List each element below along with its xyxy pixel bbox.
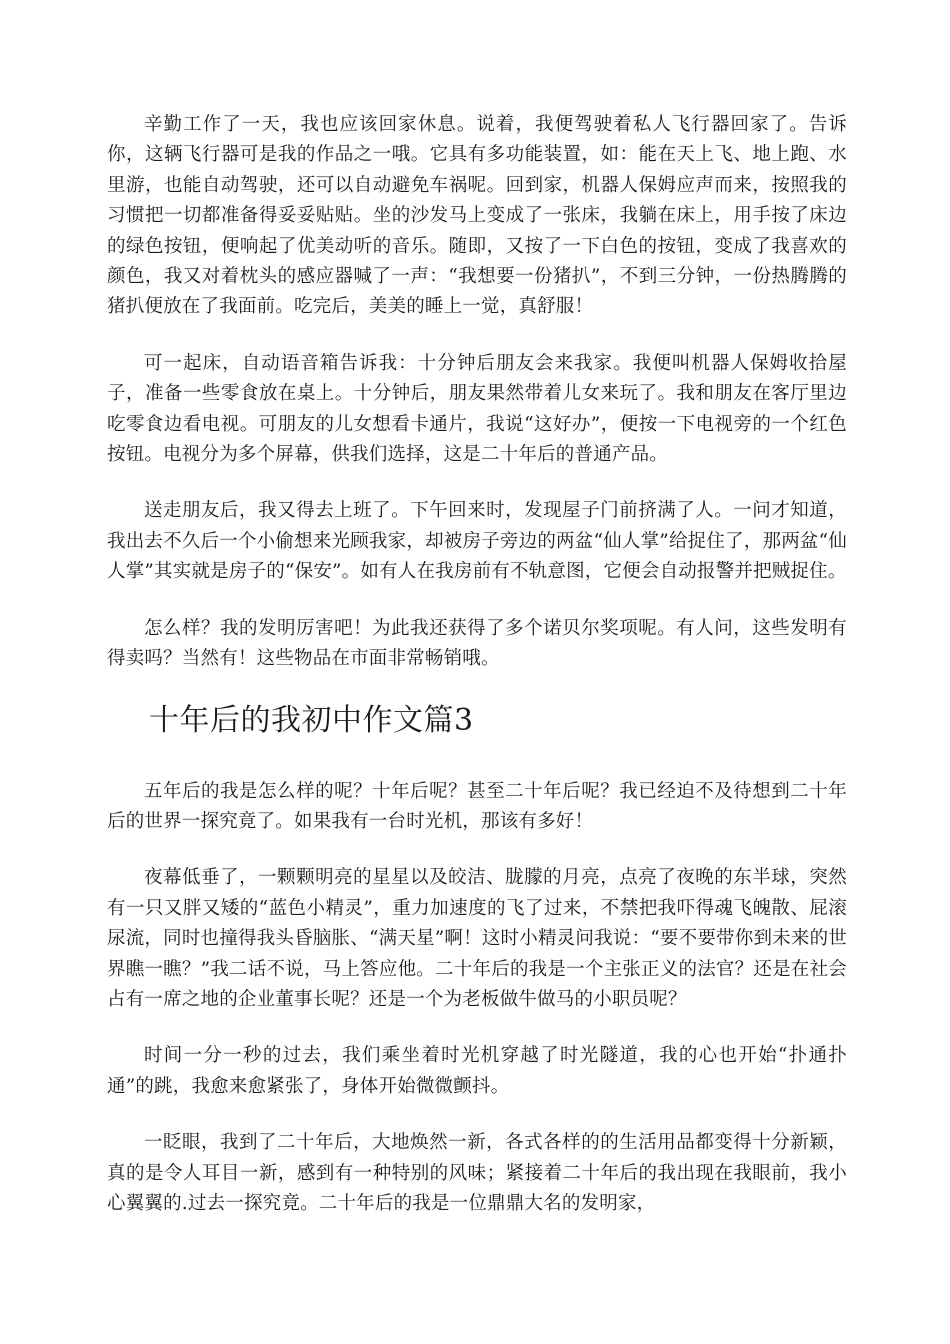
paragraph-flying-machine: 辛勤工作了一天，我也应该回家休息。说着，我便驾驶着私人飞行器回家了。告诉你，这辆飞行器可是我的作品之一哦。它具有多功能装置，如：能在天上飞、地上跑、水里游，也能自动驾驶，还可以自动避免车祸呢。回到家，机器人保姆应声而来，按照我的习惯把一切都准备得妥妥贴贴。坐的沙发马上变成了一张床，我躺在床上，用手按了床边的绿色按钮，便响起了优美动听的音乐。随即，又按了一下白色的按钮，变成了我喜欢的颜色，我又对着枕头的感应器喊了一声：“我想要一份猪扒”，不到三分钟，一份热腾腾的猪扒便放在了我面前。吃完后，美美的睡上一觉，真舒服！	[107, 114, 847, 318]
paragraph-nobel-prize: 怎么样？我的发明厉害吧！为此我还获得了多个诺贝尔奖项呢。有人问，这些发明有得卖吗？当然有！这些物品在市面非常畅销哦。	[107, 617, 847, 670]
paragraph-friends-visit: 可一起床，自动语音箱告诉我：十分钟后朋友会来我家。我便叫机器人保姆收拾屋子，准备一些零食放在桌上。十分钟后，朋友果然带着儿女来玩了。我和朋友在客厅里边吃零食边看电视。可朋友的儿女想看卡通片，我说“这好办”，便按一下电视旁的一个红色按钮。电视分为多个屏幕，供我们选择，这是二十年后的普通产品。	[107, 352, 847, 466]
paragraph-blue-elf: 夜幕低垂了，一颗颗明亮的星星以及皎洁、胧朦的月亮，点亮了夜晚的东半球，突然有一只又胖又矮的“蓝色小精灵”，重力加速度的飞了过来，不禁把我吓得魂飞魄散、屁滚尿流，同时也撞得我头昏脑胀、“满天星”啊！这时小精灵问我说：“要不要带你到未来的世界瞧一瞧？”我二话不说，马上答应他。二十年后的我是一个主张正义的法官？还是在社会占有一席之地的企业董事长呢？还是一个为老板做牛做马的小职员呢？	[107, 867, 847, 1010]
paragraph-twenty-years-later: 一眨眼，我到了二十年后，大地焕然一新，各式各样的的生活用品都变得十分新颖，真的是令人耳目一新，感到有一种特别的风味；紧接着二十年后的我出现在我眼前，我小心翼翼的.过去一探究竟。二十年后的我是一位鼎鼎大名的发明家，	[107, 1132, 847, 1214]
paragraph-time-machine-wish: 五年后的我是怎么样的呢？十年后呢？甚至二十年后呢？我已经迫不及待想到二十年后的世界一探究竟了。如果我有一台时光机，那该有多好！	[107, 780, 847, 832]
paragraph-cactus-guard: 送走朋友后，我又得去上班了。下午回来时，发现屋子门前挤满了人。一问才知道，我出去不久后一个小偷想来光顾我家，却被房子旁边的两盆“仙人掌”给捉住了，那两盆“仙人掌”其实就是房子的“保安”。如有人在我房前有不轨意图，它便会自动报警并把贼捉住。	[107, 500, 847, 583]
document-page	[107, 110, 847, 1245]
section-heading: 十年后的我初中作文篇3	[149, 702, 474, 738]
paragraph-time-tunnel: 时间一分一秒的过去，我们乘坐着时光机穿越了时光隧道，我的心也开始“扑通扑通”的跳，我愈来愈紧张了，身体开始微微颤抖。	[107, 1045, 847, 1097]
